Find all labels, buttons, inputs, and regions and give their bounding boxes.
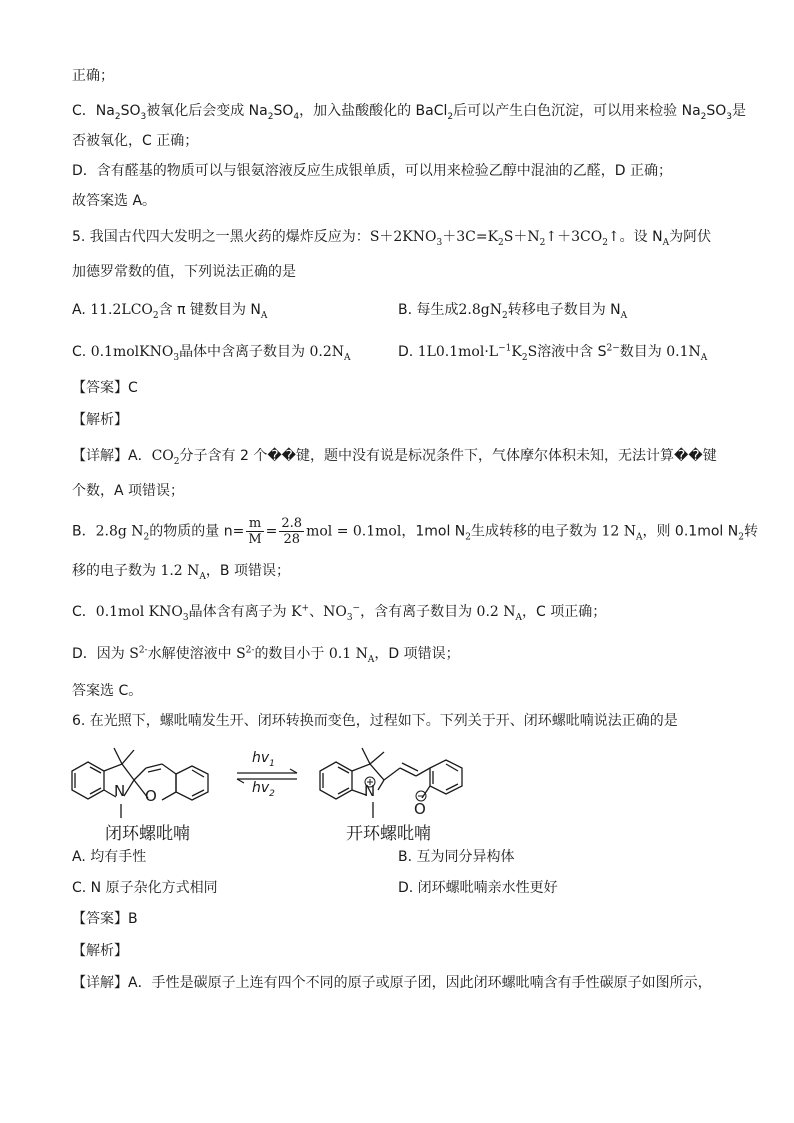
answer-label: 【答案】B xyxy=(72,911,138,927)
closed-spiropyran-structure xyxy=(64,740,234,822)
question-6-stem: 6. 在光照下，螺吡喃发生开、闭环转换而变色，过程如下。下列关于开、闭环螺吡喃说法正确的是 xyxy=(72,713,678,729)
text-line: C．$Na_2SO_3$被氧化后会变成 $Na_2SO_4$，加入盐酸酸化的 BaCl$_2$后可以产生白色沉淀，可以用来检验 $Na_2SO_3$是 xyxy=(72,103,747,122)
option-d: D. 闭环螺吡喃亲水性更好 xyxy=(398,880,558,896)
fraction: $\frac{m}{M}$ xyxy=(248,516,262,547)
answer-conclusion: 答案选 C。 xyxy=(72,683,143,699)
atom-label: O xyxy=(145,787,157,805)
explanation-line: B．2.8g $N_2$的物质的量 n= $\frac{m}{M}$ = $\frac{2.8}{28}$ mol = 0.1mol，1mol $N_2$生成转移的电子数为 12 $N_A$，则 0.1mol $N_2$转 xyxy=(72,516,758,547)
hv1-label: $hv_1$ xyxy=(252,750,275,769)
text-line: D．含有醛基的物质可以与银氨溶液反应生成银单质，可以用来检验乙醇中混油的乙醛，D 正确； xyxy=(72,163,673,179)
analysis-label: 【解析】 xyxy=(72,943,128,959)
hv2-label: $hv_2$ xyxy=(252,780,275,799)
question-5-stem: 5. 我国古代四大发明之一黑火药的爆炸反应为：$S+2KNO_3+3C=K_2S+N_2↑+3CO_2↑$。设 $N_A$为阿伏 xyxy=(72,229,712,248)
option-a: A. $11.2LCO_2$含 π 键数目为 $N_A$ xyxy=(72,302,268,321)
text-line: 否被氧化，C 正确； xyxy=(72,133,199,149)
atom-label: N xyxy=(114,782,126,800)
atom-label: N xyxy=(364,782,376,800)
answer-label: 【答案】C xyxy=(72,380,138,396)
explanation-line: 移的电子数为 1.2 $N_A$，B 项错误； xyxy=(72,563,290,582)
explanation-line: D．因为 $S^{2-}$水解使溶液中 $S^{2-}$的数目小于 0.1 $N_A$，D 项错误； xyxy=(72,645,460,665)
option-d: D. $1L0.1mol\cdot L^{-1}K_2S$溶液中含 $S^{2-}$数目为 $0.1N_A$ xyxy=(398,343,708,363)
text-line: 正确； xyxy=(72,68,114,84)
atom-label: O xyxy=(414,800,426,818)
explanation-line: 【详解】A．手性是碳原子上连有四个不同的原子或原子团，因此闭环螺吡喃含有手性碳原子如图所示， xyxy=(72,975,712,991)
option-c: C. N 原子杂化方式相同 xyxy=(72,880,218,896)
option-c: C. 0.1molKNO$_3$晶体中含离子数目为 $0.2N_A$ xyxy=(72,344,351,363)
fraction: $\frac{2.8}{28}$ xyxy=(281,516,303,547)
question-5-stem: 加德罗常数的值，下列说法正确的是 xyxy=(72,264,296,280)
analysis-label: 【解析】 xyxy=(72,412,128,428)
open-ring-label: 开环螺吡喃 xyxy=(346,824,431,844)
explanation-line: 【详解】A．$CO_2$分子含有 2 个��键，题中没有说是标况条件下，气体摩尔体积未知，无法计算��键 xyxy=(72,448,717,467)
explanation-line: 个数，A 项错误； xyxy=(72,483,185,499)
explanation-line: C．0.1mol $KNO_3$晶体含有离子为 K+、$NO_3^-$，含有离子数目为 0.2 $N_A$，C 项正确； xyxy=(72,603,607,623)
closed-ring-label: 闭环螺吡喃 xyxy=(105,824,190,844)
option-a: A. 均有手性 xyxy=(72,849,147,865)
option-b: B. 互为同分异构体 xyxy=(398,849,515,865)
text-line: 故答案选 A。 xyxy=(72,193,157,209)
option-b: B. 每生成$2.8gN_2$转移电子数目为 $N_A$ xyxy=(398,302,628,321)
